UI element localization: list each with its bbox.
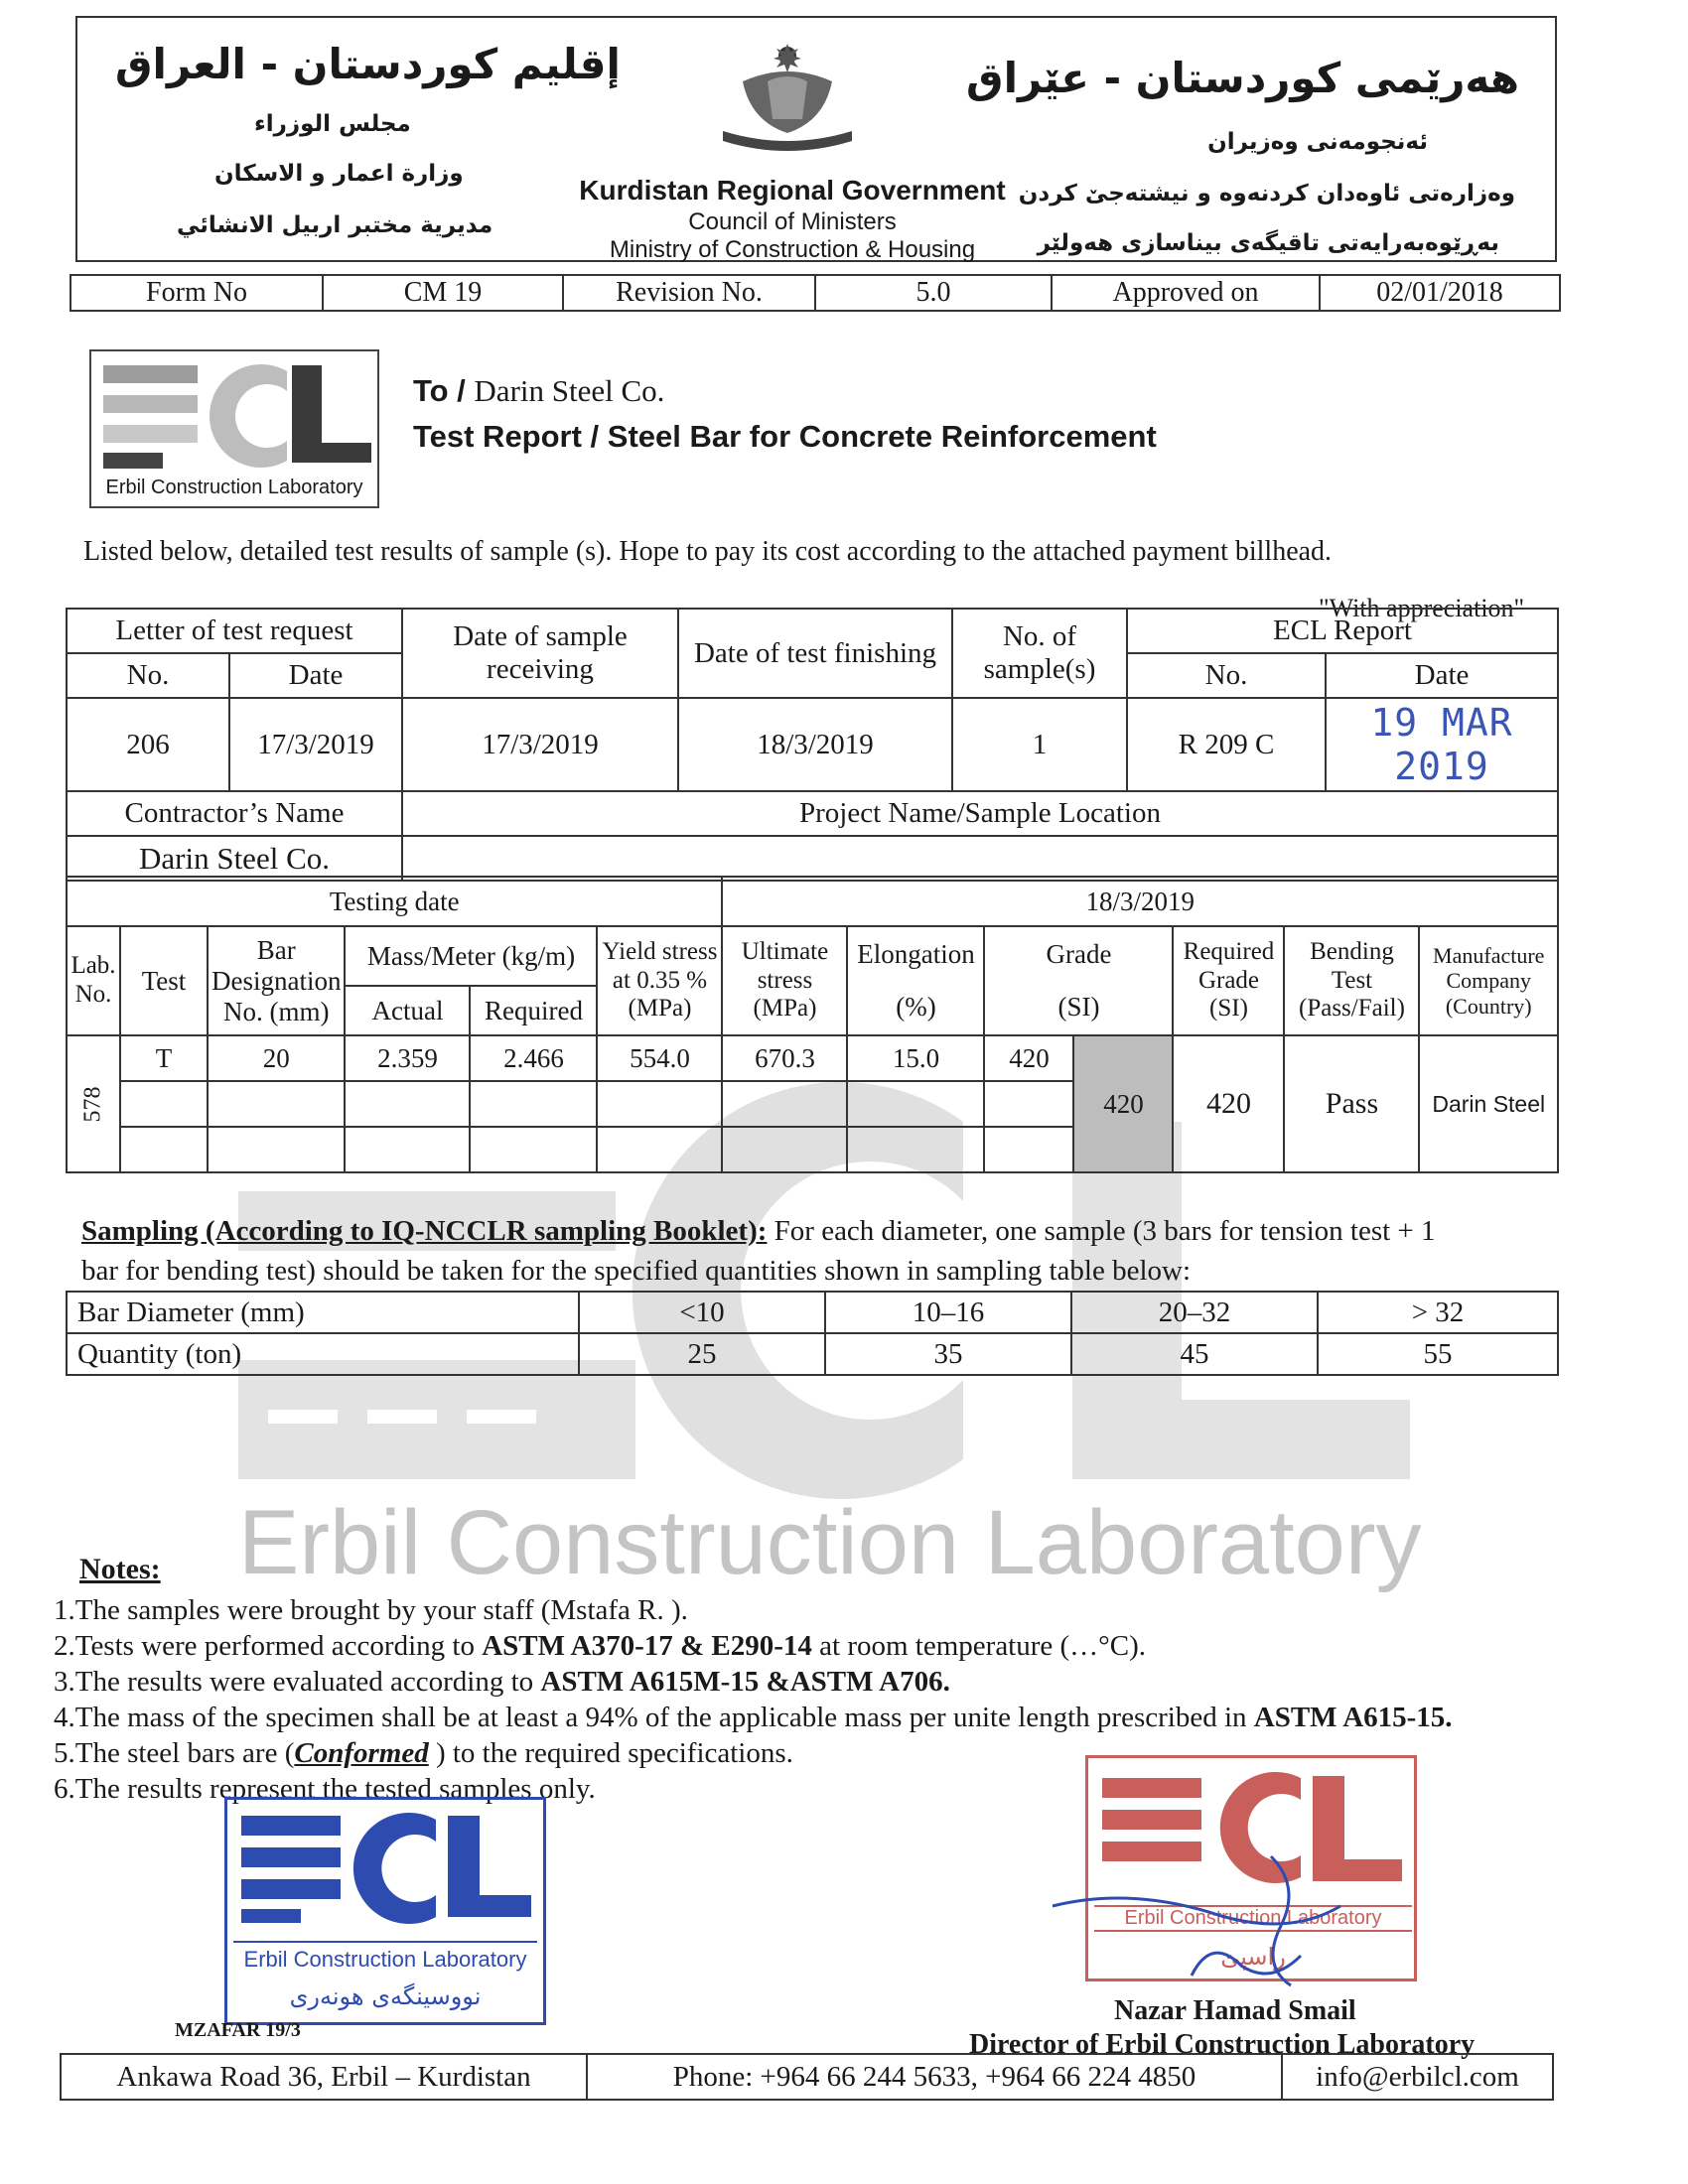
- contractor-name: Darin Steel Co.: [67, 836, 402, 881]
- red-stamp-caption: Erbil Construction Laboratory: [1094, 1905, 1412, 1932]
- quantity-3: 45: [1071, 1333, 1318, 1375]
- footer: [60, 2053, 1554, 2101]
- samples-count: 1: [952, 698, 1127, 791]
- lab-no-header: Lab. No.: [67, 926, 120, 1035]
- results-table: [66, 876, 1559, 1173]
- contractor-header: Contractor’s Name: [67, 791, 402, 836]
- bar-designation-header: Bar Designation No. (mm): [208, 926, 345, 1035]
- empty-cell: [847, 1127, 984, 1172]
- blue-stamp-caption: Erbil Construction Laboratory: [233, 1941, 537, 1973]
- signature-scribble: [1043, 1846, 1440, 1995]
- signatory-title: Director of Erbil Construction Laboratory: [969, 2029, 1476, 2060]
- krg-name: Kurdistan Regional Government: [579, 175, 1006, 205]
- request-table: [66, 608, 1559, 882]
- empty-cell: [597, 1127, 722, 1172]
- letterhead: [75, 16, 1557, 262]
- lab-no: 578: [79, 1086, 106, 1122]
- empty-cell: [722, 1081, 847, 1127]
- kurdish-title: هەرێمی کوردستان - عێراق: [966, 54, 1519, 102]
- project-location: [402, 836, 1558, 881]
- note-item: 4.The mass of the specimen shall be at least a 94% of the applicable mass per unite length prescribed in ASTM A615-15.: [54, 1702, 1453, 1733]
- empty-cell: [847, 1081, 984, 1127]
- test-cell: T: [120, 1035, 208, 1081]
- notes-title: Notes:: [79, 1553, 161, 1585]
- mass-actual-cell: 2.359: [345, 1035, 470, 1081]
- kurdish-line-1: ئەنجومەنی وەزیران: [1207, 129, 1428, 155]
- bending-header: Bending Test (Pass/Fail): [1284, 926, 1419, 1035]
- manufacture-header: Manufacture Company (Country): [1419, 926, 1558, 1035]
- diameter-3: 20–32: [1071, 1292, 1318, 1333]
- required-grade-header: Required Grade (SI): [1173, 926, 1284, 1035]
- sampling-paragraph: [81, 1215, 1436, 1248]
- bending-cell: Pass: [1284, 1035, 1419, 1172]
- to-label: To /: [413, 373, 466, 408]
- arabic-line-3: مديرية مختبر اربيل الانشائي: [177, 212, 493, 238]
- empty-cell: [470, 1081, 597, 1127]
- blue-stamp-initial: MZAFAR 19/3: [175, 2019, 301, 2041]
- mass-required-cell: 2.466: [470, 1035, 597, 1081]
- samples-header: No. of sample(s): [952, 609, 1127, 698]
- sampling-text-2: bar for bending test) should be taken for the specified quantities shown in sampling table below:: [81, 1255, 1192, 1287]
- report-no: R 209 C: [1127, 698, 1326, 791]
- approved-date: 02/01/2018: [1320, 275, 1560, 311]
- empty-cell: [470, 1127, 597, 1172]
- yield-header: Yield stress at 0.35 % (MPa): [597, 926, 722, 1035]
- to-value: Darin Steel Co.: [474, 373, 665, 408]
- yield-cell: 554.0: [597, 1035, 722, 1081]
- empty-cell: [345, 1127, 470, 1172]
- receiving-date: 17/3/2019: [402, 698, 678, 791]
- sampling-table: [66, 1291, 1559, 1376]
- letter-header: Letter of test request: [67, 609, 402, 653]
- letter-date-header: Date: [229, 653, 402, 698]
- arabic-line-1: مجلس الوزراء: [254, 111, 411, 137]
- report-date-header: Date: [1326, 653, 1558, 698]
- letter-no-header: No.: [67, 653, 229, 698]
- ecl-logo-caption: Erbil Construction Laboratory: [105, 477, 363, 498]
- bar-designation-cell: 20: [208, 1035, 345, 1081]
- quantity-4: 55: [1318, 1333, 1558, 1375]
- quantity-2: 35: [825, 1333, 1071, 1375]
- appreciation-text: "With appreciation": [1319, 594, 1525, 622]
- elongation-unit: (%): [896, 992, 936, 1022]
- empty-cell: [208, 1081, 345, 1127]
- empty-cell: [208, 1127, 345, 1172]
- testing-date-label: Testing date: [67, 877, 722, 926]
- mass-meter-header: Mass/Meter (kg/m): [345, 926, 597, 986]
- ecl-report-header: ECL Report: [1127, 609, 1558, 653]
- testing-date: 18/3/2019: [722, 877, 1558, 926]
- required-grade-cell: 420: [1173, 1035, 1284, 1172]
- approved-label: Approved on: [1052, 275, 1320, 311]
- required-header: Required: [470, 986, 597, 1035]
- blue-stamp-logo-icon: [227, 1806, 543, 1935]
- blue-stamp: [224, 1797, 546, 2025]
- letter-no: 206: [67, 698, 229, 791]
- empty-cell: [597, 1081, 722, 1127]
- form-no-value: CM 19: [323, 275, 563, 311]
- grade-label: Grade: [1046, 939, 1112, 969]
- sampling-title: Sampling (According to IQ-NCCLR sampling Booklet):: [81, 1215, 768, 1247]
- footer-phone: Phone: +964 66 244 5633, +964 66 224 4850: [587, 2054, 1282, 2100]
- report-date-stamp: 19 MAR 2019: [1326, 698, 1558, 791]
- red-stamp-kurdish: راسپێ: [1220, 1943, 1286, 1971]
- note-item: 2.Tests were performed according to ASTM A370-17 & E290-14 at room temperature (…°C).: [54, 1630, 1147, 1662]
- grade-header: [984, 926, 1173, 1035]
- diameter-4: > 32: [1318, 1292, 1558, 1333]
- project-header: Project Name/Sample Location: [402, 791, 1558, 836]
- report-label: Test Report /: [413, 419, 600, 454]
- revision-label: Revision No.: [563, 275, 815, 311]
- grade-cell: 420: [984, 1035, 1073, 1081]
- arabic-title: إقليم كوردستان - العراق: [115, 40, 621, 88]
- footer-email[interactable]: info@erbilcl.com: [1282, 2054, 1553, 2100]
- receiving-header: Date of sample receiving: [402, 609, 678, 698]
- elongation-header: [847, 926, 984, 1035]
- empty-cell: [984, 1081, 1073, 1127]
- sampling-text-1: For each diameter, one sample (3 bars for tension test + 1: [774, 1215, 1436, 1247]
- revision-value: 5.0: [815, 275, 1052, 311]
- finishing-date: 18/3/2019: [678, 698, 952, 791]
- council-name: Council of Ministers: [688, 208, 897, 235]
- blue-stamp-kurdish: نووسینگەی هونەری: [289, 1982, 482, 2010]
- arabic-line-2: وزارة اعمار و الاسكان: [214, 161, 464, 187]
- empty-cell: [984, 1127, 1073, 1172]
- to-line: [413, 373, 664, 409]
- signatory-name: Nazar Hamad Smail: [1114, 1995, 1356, 2026]
- kurdish-line-3: بەڕێوەبەرایەتی تاقیگەی بیناسازی هەولێر: [1037, 230, 1499, 256]
- quantity-1: 25: [579, 1333, 825, 1375]
- letter-date: 17/3/2019: [229, 698, 402, 791]
- finishing-header: Date of test finishing: [678, 609, 952, 698]
- ultimate-cell: 670.3: [722, 1035, 847, 1081]
- krg-emblem-icon: [713, 42, 862, 151]
- note-item: 5.The steel bars are (Conformed ) to the required specifications.: [54, 1737, 793, 1769]
- grade-overall-cell: 420: [1073, 1035, 1173, 1172]
- diameter-2: 10–16: [825, 1292, 1071, 1333]
- empty-cell: [722, 1127, 847, 1172]
- ministry-name: Ministry of Construction & Housing: [609, 236, 976, 263]
- note-item: 3.The results were evaluated according to ASTM A615M-15 &ASTM A706.: [54, 1666, 950, 1698]
- watermark-text: Erbil Construction Laboratory: [238, 1492, 1422, 1593]
- note-item: 1.The samples were brought by your staff (Mstafa R. ).: [54, 1594, 688, 1626]
- form-no-label: Form No: [70, 275, 323, 311]
- actual-header: Actual: [345, 986, 470, 1035]
- ultimate-header: Ultimate stress (MPa): [722, 926, 847, 1035]
- footer-address: Ankawa Road 36, Erbil – Kurdistan: [61, 2054, 587, 2100]
- ecl-logo-icon: [93, 357, 379, 475]
- note-item: 6.The results represent the tested samples only.: [54, 1773, 596, 1805]
- quantity-label: Quantity (ton): [67, 1333, 579, 1375]
- test-header: Test: [120, 926, 208, 1035]
- report-no-header: No.: [1127, 653, 1326, 698]
- elongation-cell: 15.0: [847, 1035, 984, 1081]
- ecl-logo: [89, 349, 379, 508]
- intro-text: Listed below, detailed test results of sample (s). Hope to pay its cost according to the attached payment billhead.: [83, 536, 1333, 567]
- diameter-label: Bar Diameter (mm): [67, 1292, 579, 1333]
- grade-unit: (SI): [1057, 992, 1100, 1022]
- empty-cell: [120, 1081, 208, 1127]
- diameter-1: <10: [579, 1292, 825, 1333]
- empty-cell: [120, 1127, 208, 1172]
- elongation-label: Elongation: [857, 939, 975, 969]
- form-info-row: [70, 274, 1561, 312]
- lab-no-cell: [67, 1035, 120, 1172]
- report-line: [413, 419, 1157, 455]
- kurdish-line-2: وەزارەتی ئاوەدان کردنەوە و نیشتەجێ کردن: [1018, 181, 1515, 206]
- empty-cell: [345, 1081, 470, 1127]
- report-value: Steel Bar for Concrete Reinforcement: [607, 419, 1157, 454]
- manufacture-cell: Darin Steel: [1419, 1035, 1558, 1172]
